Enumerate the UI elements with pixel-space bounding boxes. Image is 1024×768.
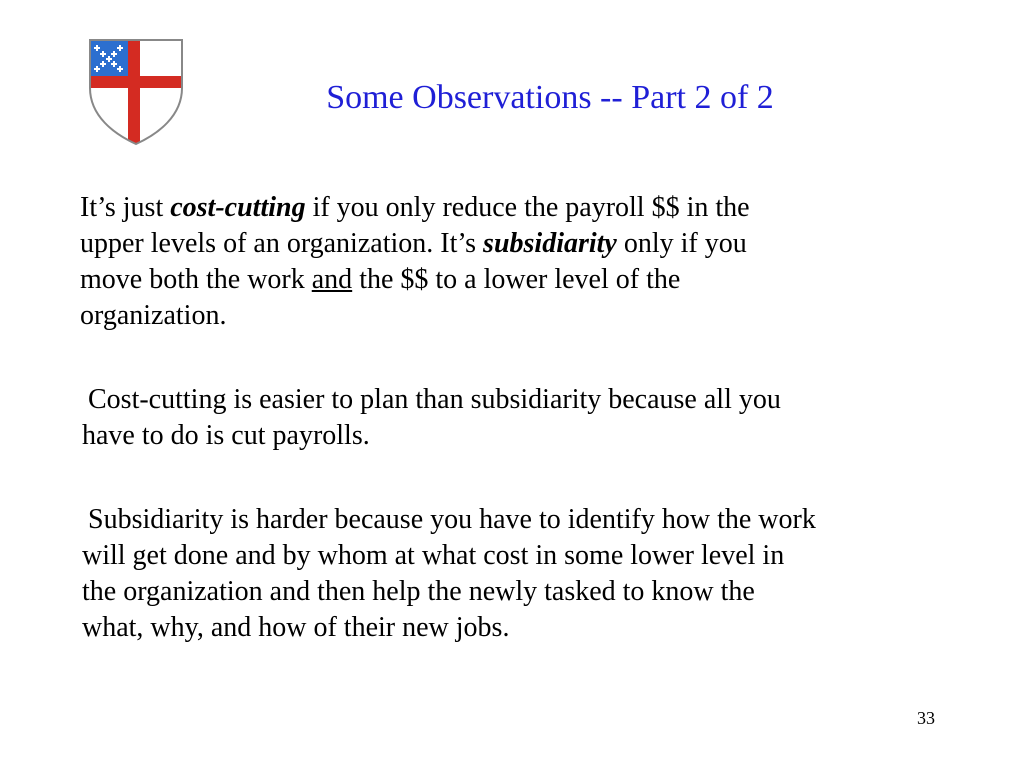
text-run: Cost-cutting is easier to plan than subsidiarity because all you bbox=[88, 384, 781, 415]
emphasis-and: and bbox=[311, 264, 353, 295]
emphasis-cost-cutting: cost-cutting bbox=[170, 192, 306, 223]
text-line bbox=[82, 538, 982, 574]
slide-body bbox=[82, 190, 982, 688]
text-run: It’s just bbox=[80, 192, 171, 223]
emphasis-subsidiarity: subsidiarity bbox=[483, 228, 617, 259]
paragraph-subsidiarity-harder bbox=[82, 502, 982, 646]
text-run: the $$ to a lower level of the bbox=[352, 264, 681, 295]
text-line bbox=[88, 382, 982, 418]
text-run: if you only reduce the payroll $$ in the bbox=[305, 192, 750, 223]
text-run: only if you bbox=[616, 228, 747, 259]
text-run: the organization and then help the newly tasked to know the bbox=[82, 576, 755, 607]
text-run: organization. bbox=[80, 300, 227, 331]
text-line bbox=[82, 298, 982, 334]
text-line bbox=[82, 226, 982, 262]
text-line bbox=[82, 574, 982, 610]
text-run: upper levels of an organization. It’s bbox=[80, 228, 484, 259]
text-run: will get done and by whom at what cost in some lower level in bbox=[82, 540, 785, 571]
text-line bbox=[82, 610, 982, 646]
text-line bbox=[82, 190, 982, 226]
text-run: Subsidiarity is harder because you have to identify how the work bbox=[88, 504, 816, 535]
text-run: have to do is cut payrolls. bbox=[82, 420, 370, 451]
text-line bbox=[82, 418, 982, 454]
paragraph-cost-cutting-definition bbox=[82, 190, 982, 334]
paragraph-cost-cutting-easier bbox=[82, 382, 982, 454]
slide-title: Some Observations -- Part 2 of 2 bbox=[326, 79, 774, 116]
page-number: 33 bbox=[917, 708, 935, 728]
text-run: what, why, and how of their new jobs. bbox=[82, 612, 510, 643]
text-run: move both the work bbox=[80, 264, 312, 295]
text-line bbox=[82, 262, 982, 298]
text-line bbox=[88, 502, 982, 538]
